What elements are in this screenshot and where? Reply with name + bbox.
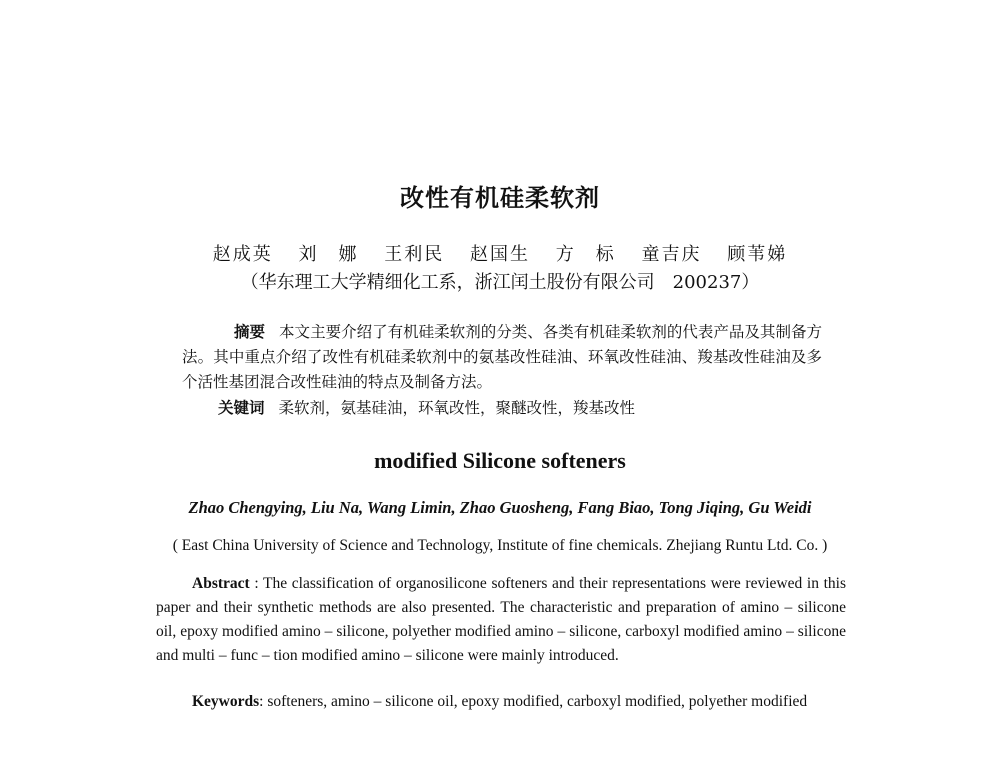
keywords-text-cn: 柔软剂，氨基硅油，环氧改性，聚醚改性，羧基改性 — [278, 399, 636, 417]
author-name-cn: 王利民 — [384, 244, 445, 265]
author-name-cn: 顾苇娣 — [727, 244, 788, 265]
author-name-cn: 赵成英 — [212, 244, 273, 265]
keywords-cn — [218, 396, 818, 421]
paper-title-cn: 改性有机硅柔软剂 — [400, 184, 600, 212]
affiliation-en: ( East China University of Science and Technology, Institute of fine chemicals. Zhejiang Runtu Ltd. Co. ) — [172, 537, 828, 554]
abstract-text-cn: 本文主要介绍了有机硅柔软剂的分类、各类有机硅柔软剂的代表产品及其制备方法。其中重点介绍了改性有机硅柔软剂中的氨基改性硅油、环氧改性硅油、羧基改性硅油及多个活性基团混合改性硅油的特点及制备方法。 — [182, 323, 822, 391]
abstract-label-en: Abstract — [192, 575, 250, 592]
author-name-cn: 童吉庆 — [641, 244, 702, 265]
keywords-label-en: Keywords — [192, 693, 260, 710]
author-name-cn: 刘 娜 — [298, 244, 359, 265]
affiliation-cn: （华东理工大学精细化工系，浙江闰土股份有限公司 200237） — [240, 272, 760, 293]
keywords-text-en: : softeners, amino – silicone oil, epoxy modified, carboxyl modified, polyether modified — [259, 693, 808, 710]
abstract-label-cn: 摘要 — [234, 323, 266, 341]
keywords-en — [156, 690, 846, 714]
author-name-cn: 赵国生 — [470, 244, 530, 265]
author-list-en: Zhao Chengying, Liu Na, Wang Limin, Zhao Guosheng, Fang Biao, Tong Jiqing, Gu Weidi — [188, 498, 812, 517]
abstract-text-en: : The classification of organosilicone softeners and their representations were reviewed in this paper and their synthetic methods are also presented. The characteristic and preparation of amino – silicone oil, epoxy modified amino – silicone, polyether modified amino – silicone, carboxyl modified amino – silicone and multi – func – tion modified amino – silicone were mainly introduced. — [156, 575, 847, 664]
abstract-en — [156, 572, 846, 668]
author-name-cn: 方 标 — [555, 244, 616, 265]
keywords-label-cn: 关键词 — [218, 399, 265, 417]
abstract-cn — [182, 320, 822, 395]
paper-title-en: modified Silicone softeners — [374, 448, 626, 473]
author-list-cn — [0, 240, 1000, 266]
